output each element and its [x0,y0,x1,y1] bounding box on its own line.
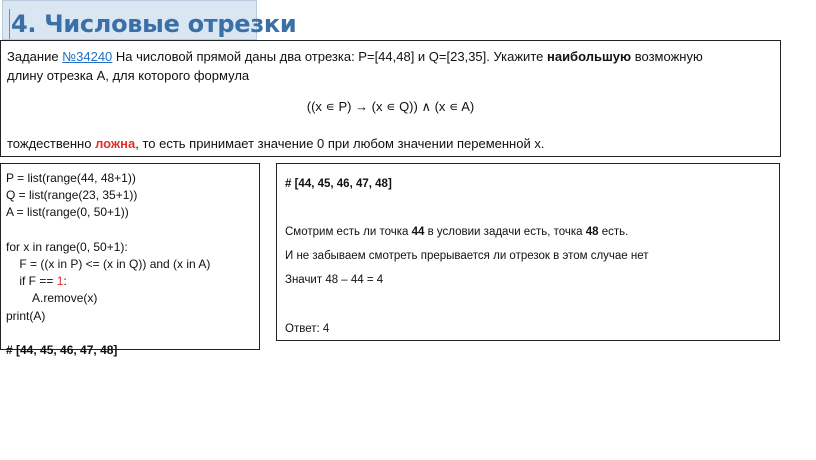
task-line-1 [7,47,774,66]
title-cursor-line [9,9,10,39]
task-red-word: ложна [95,136,136,151]
code-blank-line [6,222,255,239]
code-if-value: 1 [56,274,64,289]
task-bold-word: наибольшую [546,49,632,64]
answer-bold-44: 44 [411,226,425,238]
task-text-3-start: тождественно [7,136,96,151]
answer-bold-48: 48 [585,226,599,238]
code-line: A = list(range(0, 50+1)) [6,205,129,220]
answer-text: есть. [598,226,629,238]
code-if-start: if F == [6,274,57,289]
code-box [0,163,260,357]
answer-line-2: И не забываем смотреть прерывается ли отрезок в этом случае нет [285,250,649,262]
code-line [6,273,255,290]
task-statement-box [0,40,781,157]
task-line-3 [7,134,774,153]
answer-text: Смотрим есть ли точка [285,226,412,238]
task-text-1-end: возможную [631,49,703,64]
code-blank-line [6,325,255,342]
task-prefix: Задание [7,49,63,64]
slide-title-bar [2,0,297,40]
answer-result: # [44, 45, 46, 47, 48] [285,178,392,190]
answer-box [276,163,780,341]
code-line: P = list(range(44, 48+1)) [6,171,136,185]
slide-title: 4. Числовые отрезки [11,10,297,38]
task-text-1: На числовой прямой даны два отрезка: P=[44,48] и Q=[23,35]. Укажите [112,49,547,64]
task-text-3-rest: , то есть принимает значение 0 при любом значении переменной x. [135,136,545,151]
task-number-link[interactable]: №34240 [62,49,113,64]
code-line: for x in range(0, 50+1): [6,239,128,254]
answer-text: в условии задачи есть, точка [424,226,586,238]
task-formula: ((x ∊ P) → (x ∊ Q)) ∧ (x ∊ A) [306,99,475,114]
code-line: A.remove(x) [6,291,98,306]
task-line-2: длину отрезка A, для которого формула [7,68,250,83]
answer-line-3: Значит 48 – 44 = 4 [285,274,384,286]
answer-line-1 [285,226,628,238]
answer-line-4: Ответ: 4 [285,323,330,335]
code-line: print(A) [6,308,46,323]
code-result: # [44, 45, 46, 47, 48] [6,343,118,357]
code-if-end: : [63,274,67,289]
code-line: F = ((x in P) <= (x in Q)) and (x in A) [6,257,211,271]
code-line: Q = list(range(23, 35+1)) [6,188,138,203]
